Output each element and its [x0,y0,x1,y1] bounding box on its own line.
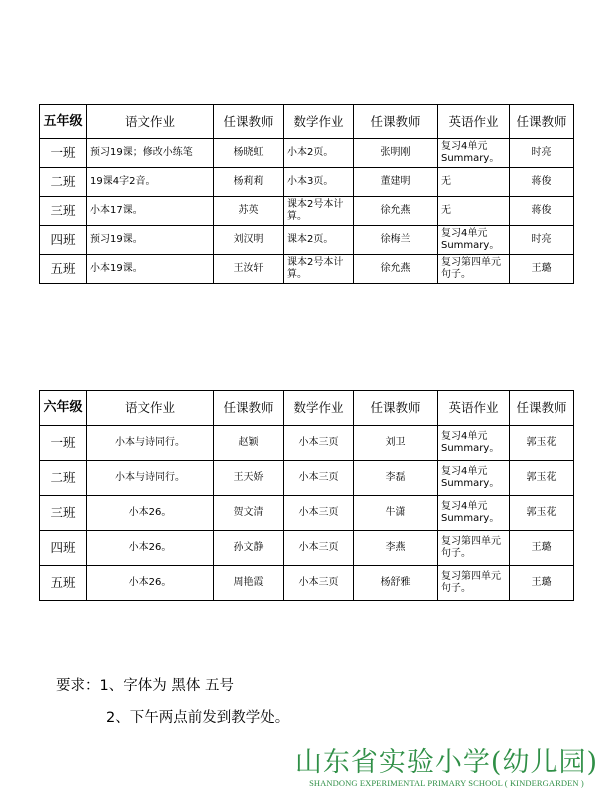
school-name-english: SHANDONG EXPERIMENTAL PRIMARY SCHOOL ( KINDERGARDEN ) [309,778,584,788]
chinese-homework-cell: 小本与诗同行。 [87,426,214,461]
math-homework-cell: 小本三页 [284,496,354,531]
math-teacher-cell: 杨舒雅 [354,566,438,601]
math-homework-cell: 小本2页。 [284,139,354,168]
english-teacher-header: 任课教师 [510,391,574,426]
math-homework-cell: 课本2号本计算。 [284,197,354,226]
english-homework-cell: 复习4单元 Summary。 [438,461,510,496]
math-teacher-header: 任课教师 [354,105,438,139]
english-homework-cell: 复习第四单元句子。 [438,255,510,284]
math-teacher-cell: 徐允燕 [354,197,438,226]
table-row [40,197,574,226]
class-name-cell: 二班 [40,461,87,496]
chinese-teacher-cell: 杨晓虹 [214,139,284,168]
table-row [40,226,574,255]
grade-label: 六年级 [40,391,87,426]
math-teacher-cell: 牛潇 [354,496,438,531]
grade-label: 五年级 [40,105,87,139]
english-teacher-header: 任课教师 [510,105,574,139]
table-row [40,139,574,168]
math-homework-header: 数学作业 [284,105,354,139]
math-homework-cell: 课本2页。 [284,226,354,255]
chinese-teacher-cell: 刘汉明 [214,226,284,255]
chinese-homework-cell: 小本17课。 [87,197,214,226]
chinese-homework-cell: 小本26。 [87,496,214,531]
english-teacher-cell: 王璐 [510,255,574,284]
requirement-line-2: 2、下午两点前发到教学处。 [106,710,290,726]
english-homework-cell: 无 [438,168,510,197]
math-teacher-cell: 李磊 [354,461,438,496]
chinese-homework-cell: 预习19课；修改小练笔 [87,139,214,168]
english-teacher-cell: 王璐 [510,566,574,601]
english-homework-cell: 复习4单元 Summary。 [438,139,510,168]
english-homework-cell: 复习第四单元句子。 [438,531,510,566]
english-teacher-cell: 王璐 [510,531,574,566]
requirement-line-1: 要求：1、字体为 黑体 五号 [56,678,234,694]
english-homework-cell: 无 [438,197,510,226]
table-row [40,461,574,496]
table-row [40,496,574,531]
english-teacher-cell: 时亮 [510,226,574,255]
math-homework-header: 数学作业 [284,391,354,426]
english-homework-header: 英语作业 [438,105,510,139]
chinese-teacher-cell: 杨莉莉 [214,168,284,197]
english-homework-cell: 复习4单元 Summary。 [438,496,510,531]
chinese-teacher-header: 任课教师 [214,105,284,139]
grade5-homework-table [39,104,574,284]
math-teacher-cell: 徐允燕 [354,255,438,284]
math-homework-cell: 小本三页 [284,566,354,601]
class-name-cell: 二班 [40,168,87,197]
class-name-cell: 五班 [40,566,87,601]
chinese-teacher-cell: 孙文静 [214,531,284,566]
table-row [40,426,574,461]
math-homework-cell: 小本三页 [284,461,354,496]
class-name-cell: 五班 [40,255,87,284]
table-row [40,168,574,197]
grade6-header-row [40,391,574,426]
chinese-homework-cell: 小本与诗同行。 [87,461,214,496]
english-homework-cell: 复习第四单元句子。 [438,566,510,601]
math-homework-cell: 小本3页。 [284,168,354,197]
class-name-cell: 一班 [40,426,87,461]
chinese-teacher-cell: 苏英 [214,197,284,226]
grade5-header-row [40,105,574,139]
school-name-chinese: 山东省实验小学(幼儿园) [294,747,598,778]
chinese-homework-cell: 小本26。 [87,531,214,566]
english-homework-header: 英语作业 [438,391,510,426]
english-teacher-cell: 蒋俊 [510,197,574,226]
math-homework-cell: 课本2号本计算。 [284,255,354,284]
table-row [40,531,574,566]
class-name-cell: 一班 [40,139,87,168]
english-teacher-cell: 时亮 [510,139,574,168]
grade6-homework-table [39,390,574,601]
class-name-cell: 三班 [40,496,87,531]
table-row [40,255,574,284]
math-teacher-cell: 董建明 [354,168,438,197]
chinese-teacher-header: 任课教师 [214,391,284,426]
english-teacher-cell: 郭玉花 [510,496,574,531]
math-homework-cell: 小本三页 [284,531,354,566]
math-homework-cell: 小本三页 [284,426,354,461]
english-homework-cell: 复习4单元 Summary。 [438,426,510,461]
school-logo [295,747,598,788]
math-teacher-header: 任课教师 [354,391,438,426]
math-teacher-cell: 张明刚 [354,139,438,168]
chinese-teacher-cell: 王汝轩 [214,255,284,284]
chinese-teacher-cell: 周艳霞 [214,566,284,601]
chinese-homework-cell: 小本19课。 [87,255,214,284]
chinese-teacher-cell: 赵颖 [214,426,284,461]
math-teacher-cell: 刘卫 [354,426,438,461]
chinese-teacher-cell: 王天娇 [214,461,284,496]
chinese-homework-cell: 小本26。 [87,566,214,601]
english-homework-cell: 复习4单元 Summary。 [438,226,510,255]
chinese-homework-header: 语文作业 [87,391,214,426]
table-row [40,566,574,601]
math-teacher-cell: 徐梅兰 [354,226,438,255]
english-teacher-cell: 郭玉花 [510,461,574,496]
chinese-homework-cell: 19课4字2音。 [87,168,214,197]
class-name-cell: 四班 [40,226,87,255]
english-teacher-cell: 蒋俊 [510,168,574,197]
chinese-homework-cell: 预习19课。 [87,226,214,255]
class-name-cell: 三班 [40,197,87,226]
chinese-homework-header: 语文作业 [87,105,214,139]
class-name-cell: 四班 [40,531,87,566]
chinese-teacher-cell: 贺文清 [214,496,284,531]
english-teacher-cell: 郭玉花 [510,426,574,461]
math-teacher-cell: 李燕 [354,531,438,566]
